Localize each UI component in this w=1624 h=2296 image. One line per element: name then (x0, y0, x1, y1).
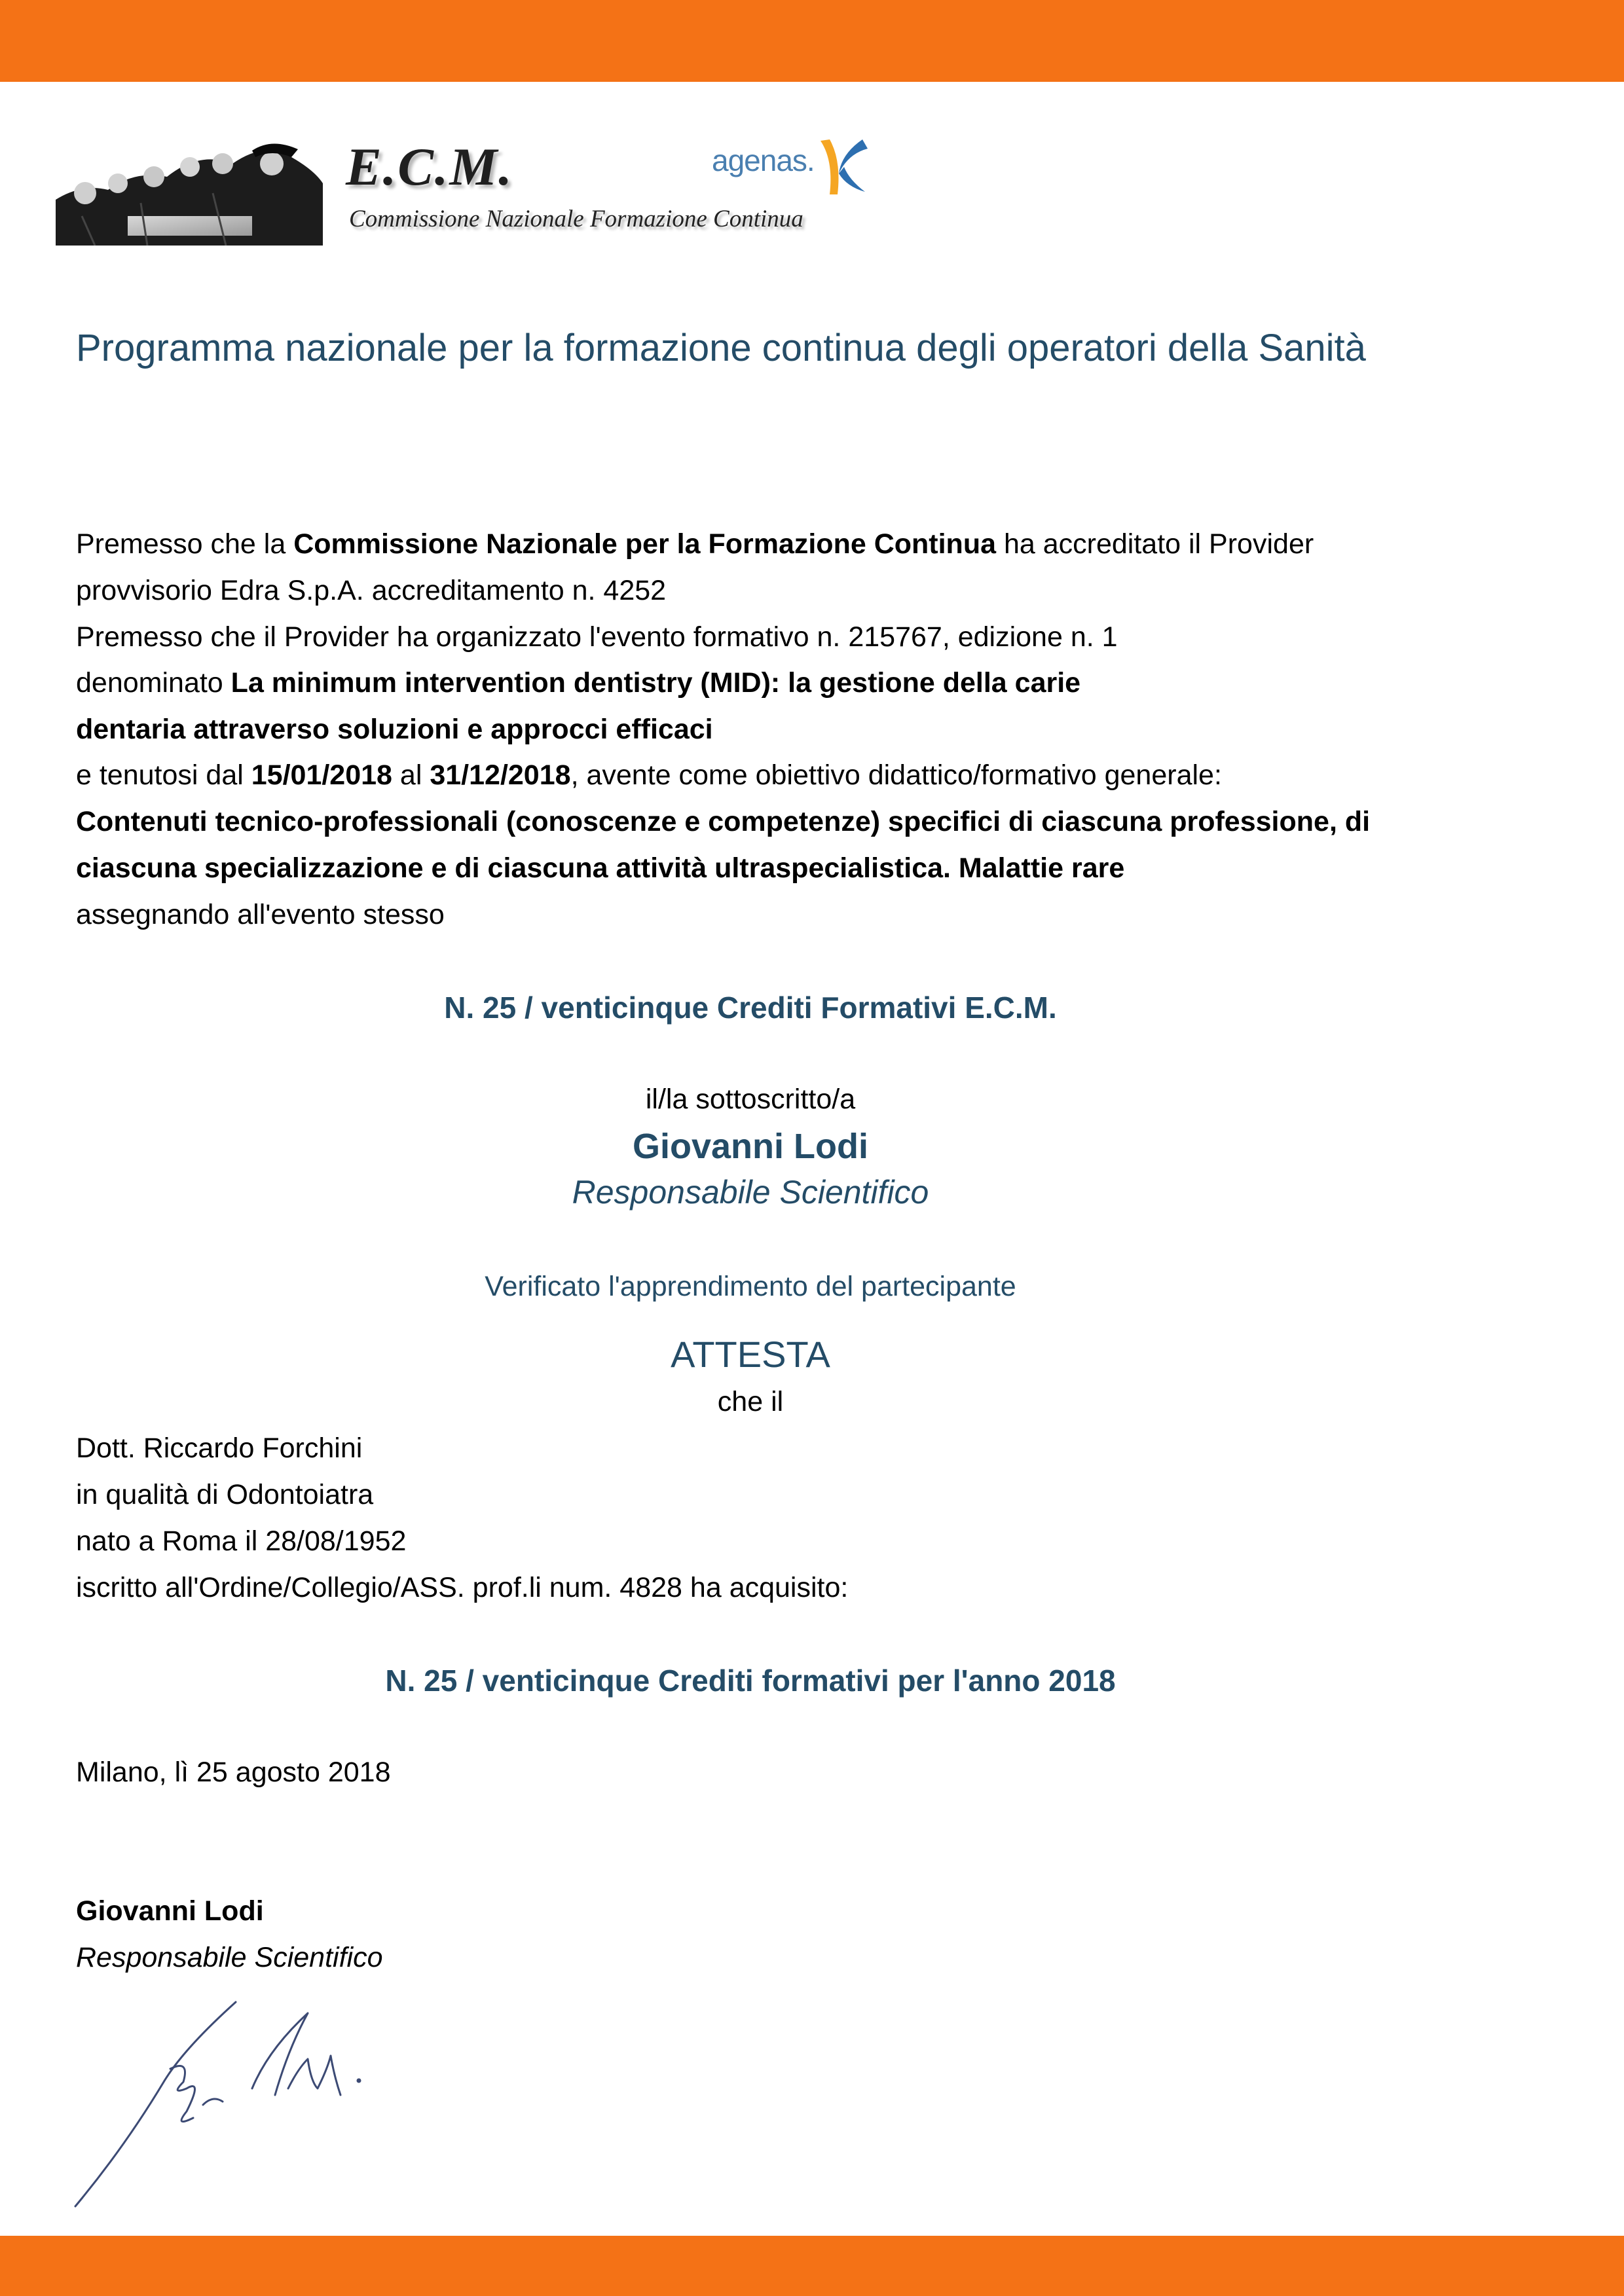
che-il-text: che il (717, 1386, 784, 1417)
event-dates-line: e tenutosi dal 15/01/2018 al 31/12/2018, avente come obiettivo didattico/formativo generale: (76, 759, 1222, 791)
ecm-logo-subtitle: Commissione Nazionale Formazione Continua (349, 206, 803, 232)
handwritten-signature (72, 1997, 380, 2213)
attesta-heading: ATTESTA (671, 1334, 830, 1375)
event-credits: N. 25 / venticinque Crediti Formativi E.C.M. (444, 991, 1057, 1025)
intro-line-9: assegnando all'evento stesso (76, 899, 445, 930)
participant-name: Dott. Riccardo Forchini (76, 1432, 363, 1464)
agenas-logo-text: agenas. (712, 143, 815, 177)
agenas-logo-mark-icon (815, 134, 868, 196)
participant-registration: iscritto all'Ordine/Collegio/ASS. prof.li num. 4828 ha acquisito: (76, 1572, 849, 1603)
participant-birth: nato a Roma il 28/08/1952 (76, 1525, 407, 1557)
place-date: Milano, lì 25 agosto 2018 (76, 1757, 391, 1788)
intro-line-3: Premesso che il Provider ha organizzato l'evento formativo n. 215767, edizione n. 1 (76, 621, 1118, 653)
bottom-orange-bar (0, 2236, 1624, 2296)
event-title-line-1: denominato La minimum intervention dentistry (MID): la gestione della carie (76, 667, 1081, 699)
page-heading: Programma nazionale per la formazione continua degli operatori della Sanità (76, 327, 1366, 369)
ecm-logo-title: E.C.M. (346, 137, 513, 196)
event-title-line-2: dentaria attraverso soluzioni e approcci efficaci (76, 714, 713, 745)
intro-line-2: provvisorio Edra S.p.A. accreditamento n. 4252 (76, 575, 667, 606)
objective-line-1: Contenuti tecnico-professionali (conoscenze e competenze) specifici di ciascuna professione, di (76, 806, 1371, 837)
footer-signatory-name: Giovanni Lodi (76, 1895, 264, 1927)
signatory-label: il/la sottoscritto/a (645, 1084, 856, 1115)
participant-quality: in qualità di Odontoiatra (76, 1479, 374, 1510)
footer-signatory-role: Responsabile Scientifico (76, 1942, 383, 1973)
verified-text: Verificato l'apprendimento del partecipante (485, 1271, 1016, 1302)
ecm-logo-painting-icon (56, 137, 323, 246)
signatory-name: Giovanni Lodi (633, 1127, 868, 1166)
signatory-role: Responsabile Scientifico (572, 1174, 929, 1211)
intro-line-1: Premesso che la Commissione Nazionale per la Formazione Continua ha accreditato il Provider (76, 528, 1314, 560)
top-orange-bar (0, 0, 1624, 82)
year-credits: N. 25 / venticinque Crediti formativi per l'anno 2018 (385, 1664, 1116, 1698)
objective-line-2: ciascuna specializzazione e di ciascuna attività ultraspecialistica. Malattie rare (76, 852, 1125, 884)
